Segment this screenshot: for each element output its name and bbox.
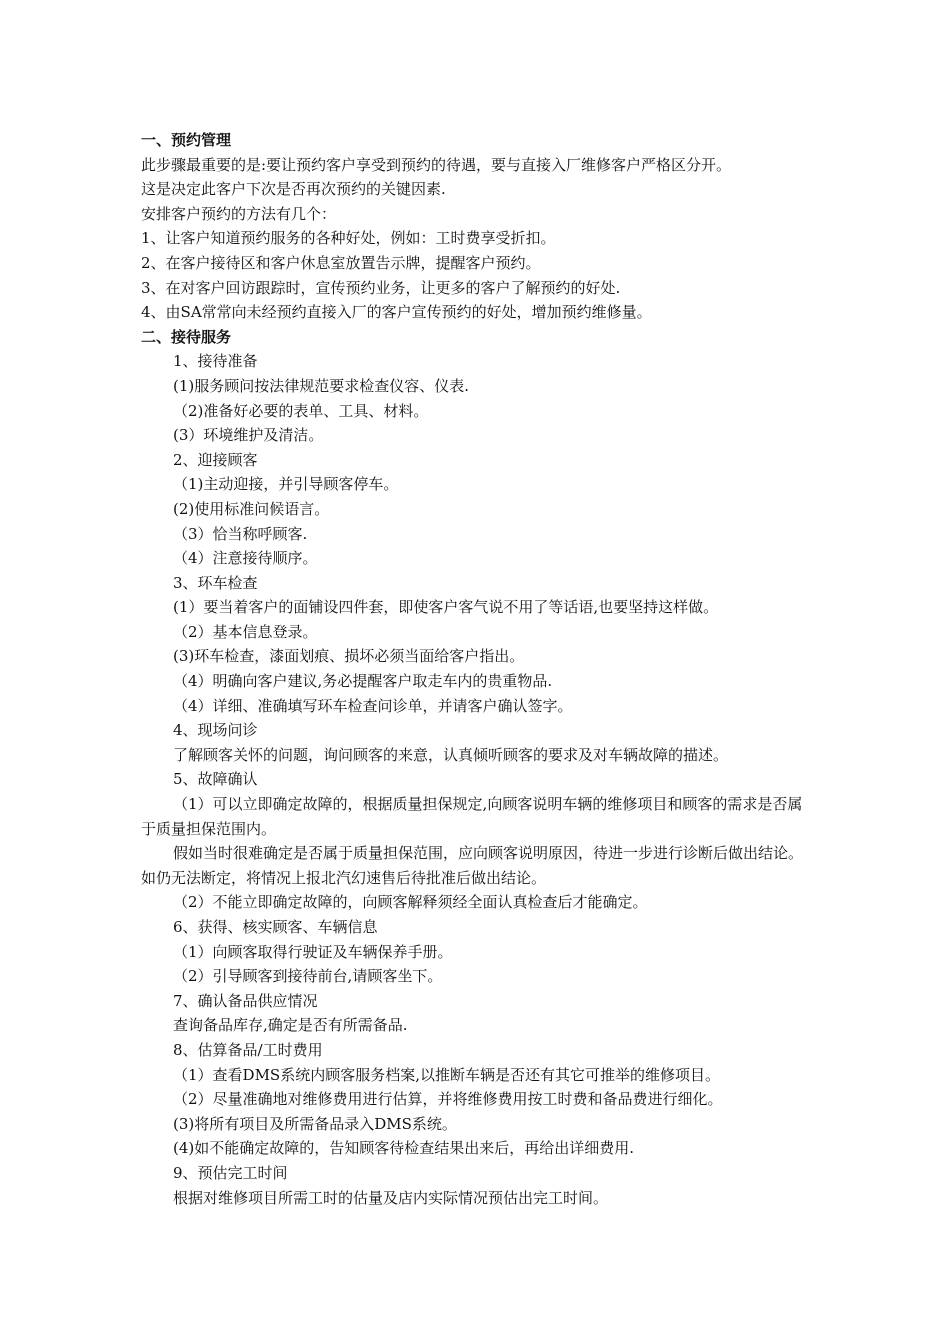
subsection-item: （4）注意接待顺序。	[173, 549, 318, 568]
subsection-paragraph: 根据对维修项目所需工时的估量及店内实际情况预估出完工时间。	[173, 1188, 609, 1207]
section-2-heading: 二、接待服务	[141, 327, 232, 346]
subsection-heading: 4、现场问诊	[173, 721, 258, 740]
subsection-item: （2）尽量准确地对维修费用进行估算，并将维修费用按工时费和备品费进行细化。	[173, 1090, 723, 1109]
document-page	[141, 128, 813, 1210]
subsection-paragraph	[141, 792, 813, 841]
subsection-item: (3)环车检查，漆面划痕、损坏必须当面给客户指出。	[173, 647, 525, 666]
subsection-item: (4)如不能确定故障的，告知顾客待检查结果出来后，再给出详细费用.	[173, 1139, 635, 1158]
section-1-paragraph: 安排客户预约的方法有几个：	[141, 204, 337, 223]
subsection-item: (2)使用标准问候语言。	[173, 499, 330, 518]
subsection-item: （1)主动迎接，并引导顾客停车。	[173, 475, 399, 494]
subsection-heading: 7、确认备品供应情况	[173, 991, 318, 1010]
section-1-list-item: 3、在对客户回访跟踪时，宣传预约业务，让更多的客户了解预约的好处.	[141, 278, 621, 297]
subsection-heading: 6、获得、核实顾客、车辆信息	[173, 918, 378, 936]
subsection-item: (1）要当着客户的面铺设四件套，即使客户客气说不用了等话语,也要坚持这样做。	[173, 598, 719, 617]
section-1-list-item: 4、由SA常常向未经预约直接入厂的客户宣传预约的好处，增加预约维修量。	[141, 303, 652, 322]
subsection-item: （1）向顾客取得行驶证及车辆保养手册。	[173, 942, 453, 961]
section-1-list-item: 2、在客户接待区和客户休息室放置告示牌，提醒客户预约。	[141, 253, 541, 272]
subsection-paragraph: 了解顾客关怀的问题，询问顾客的来意，认真倾听顾客的要求及对车辆故障的描述。	[173, 745, 729, 764]
subsection-item: （2）引导顾客到接待前台,请顾客坐下。	[173, 967, 443, 986]
section-1-paragraph: 此步骤最重要的是:要让预约客户享受到预约的待遇，要与直接入厂维修客户严格区分开。	[141, 155, 732, 174]
subsection-item: （2)准备好必要的表单、工具、材料。	[173, 401, 429, 420]
section-1-paragraph: 这是决定此客户下次是否再次预约的关键因素.	[141, 180, 446, 199]
subsection-heading: 2、迎接顾客	[173, 450, 258, 469]
paragraph-text: （1）可以立即确定故障的，根据质量担保规定,向顾客说明车辆的维修项目和顾客的需求是否属于质量担保范围内。	[141, 795, 803, 838]
subsection-heading: 9、预估完工时间	[173, 1163, 288, 1182]
subsection-heading: 3、环车检查	[173, 573, 258, 592]
subsection-heading: 8、估算备品/工时费用	[173, 1040, 323, 1059]
subsection-item: (3)将所有项目及所需备品录入DMS系统。	[173, 1114, 457, 1133]
section-1-heading: 一、预约管理	[141, 131, 232, 149]
paragraph-text: 假如当时很难确定是否属于质量担保范围，应向顾客说明原因，待进一步进行诊断后做出结论。如仍无法断定，将情况上报北汽幻速售后待批准后做出结论。	[141, 844, 804, 887]
section-1-list-item: 1、让客户知道预约服务的各种好处，例如：工时费享受折扣。	[141, 229, 556, 248]
subsection-item: （4）明确向客户建议,务必提醒客户取走车内的贵重物品.	[173, 672, 553, 691]
subsection-heading: 5、故障确认	[173, 770, 258, 789]
subsection-paragraph: （2）不能立即确定故障的，向顾客解释须经全面认真检查后才能确定。	[173, 893, 648, 912]
subsection-paragraph	[141, 841, 813, 890]
subsection-item: （3）恰当称呼顾客.	[173, 524, 308, 543]
subsection-item: （4）详细、准确填写环车检查问诊单，并请客户确认签字。	[173, 696, 573, 715]
subsection-paragraph: 查询备品库存,确定是否有所需备品.	[173, 1016, 408, 1035]
subsection-item: (1)服务顾问按法律规范要求检查仪容、仪表.	[173, 376, 470, 395]
subsection-heading: 1、接待准备	[173, 352, 258, 371]
subsection-item: （2）基本信息登录。	[173, 622, 318, 641]
subsection-item: （1）查看DMS系统内顾客服务档案,以推断车辆是否还有其它可推举的维修项目。	[173, 1065, 720, 1084]
subsection-item: (3）环境维护及清洁。	[173, 426, 324, 445]
